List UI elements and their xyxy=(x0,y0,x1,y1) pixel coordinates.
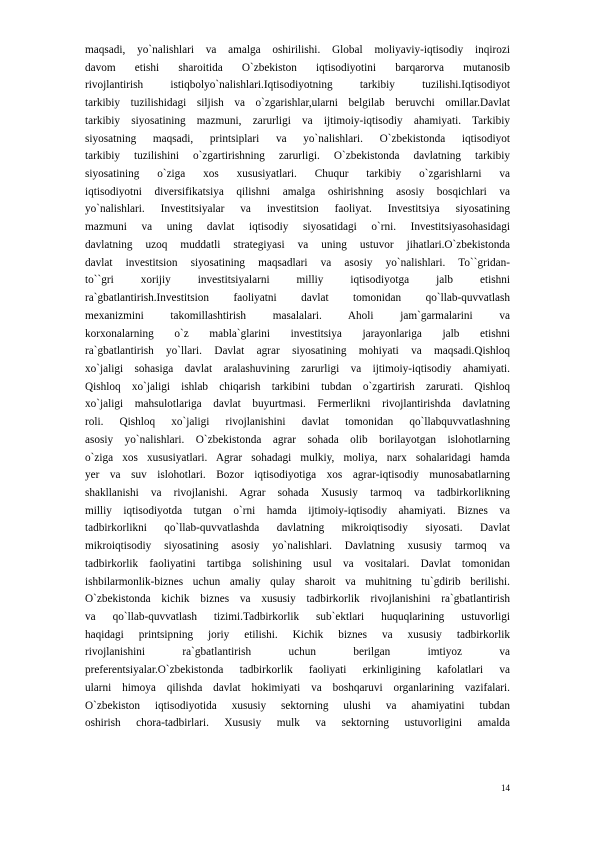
text-line: ularni himoya qilishda davlat hokimiyati va boshqaruvi organlarining vazifalari. xyxy=(85,681,510,694)
text-line: davlatning uzoq muddatli strategiyasi va uning ustuvor jihatlari.O`zbekistonda xyxy=(85,238,510,251)
text-line: tarkibiy tuzilishini o`zgartirishning zarurligi. O`zbekistonda davlatning tarkibiy xyxy=(85,150,510,163)
text-line: ishbilarmonlik-biznes uchun amaliy qulay sharoit va muhitning tu`gdirib berilishi. xyxy=(85,575,510,588)
text-line: rivojlantirish istiqbolyo`nalishlari.Iqtisodiyotning tarkibiy tuzilishi.Iqtisodiyot xyxy=(85,79,510,92)
text-line: yo`nalishlari. Investitsiyalar va investitsion faoliyat. Investitsiya siyosatining xyxy=(85,203,510,216)
text-line: mikroiqtisodiy siyosatining asosiy yo`nalishlari. Davlatning xususiy tarmoq va xyxy=(85,540,510,553)
text-line: siyosatning maqsadi, printsiplari va yo`nalishlari. O`zbekistonda iqtisodiyot xyxy=(85,132,510,145)
text-line: iqtisodiyotni diversifikatsiya qilishni amalga oshirishning asosiy bosqichlari va xyxy=(85,185,510,198)
text-line: preferentsiyalar.O`zbekistonda tadbirkorlik faoliyati erkinligining kafolatlari va xyxy=(85,664,510,677)
text-line: yer va suv islohotlari. Bozor iqtisodiyotiga xos agrar-iqtisodiy munosabatlarning xyxy=(85,469,510,482)
text-line: asosiy yo`nalishlari. O`zbekistonda agrar sohada olib borilayotgan islohotlarning xyxy=(85,433,510,446)
text-line: o`ziga xos xususiyatlari. Agrar sohadagi mulkiy, moliya, narx sohalaridagi hamda xyxy=(85,451,510,464)
text-line: maqsadi, yo`nalishlari va amalga oshirilishi. Global moliyaviy-iqtisodiy inqirozi xyxy=(85,44,510,56)
text-line: xo`jaligi sohasiga davlat aralashuvining zarurligi va ijtimoiy-iqtisodiy ahamiyati. xyxy=(85,362,510,375)
text-line: shakllanishi va rivojlanishi. Agrar sohada Xususiy tarmoq va tadbirkorlikning xyxy=(85,486,510,499)
text-line: milliy iqtisodiyotda tutgan o`rni hamda ijtimoiy-iqtisodiy ahamiyati. Biznes va xyxy=(85,504,510,517)
text-line: roli. Qishloq xo`jaligi rivojlanishini davlat tomonidan qo`llabquvvatlashning xyxy=(85,416,510,429)
text-line: tadbirkorlik faoliyatini tartibga solishining usul va vositalari. Davlat tomonidan xyxy=(85,557,510,570)
text-line: ra`gbatlantirish yo`llari. Davlat agrar siyosatining mohiyati va maqsadi.Qishloq xyxy=(85,345,510,358)
text-line: va qo`llab-quvvatlash tizimi.Tadbirkorlik sub`ektlari huquqlarining ustuvorligi xyxy=(85,611,510,623)
text-line: siyosatining o`ziga xos xususiyatlari. Chuqur tarkibiy o`zgarishlarni va xyxy=(85,168,510,181)
text-line: mazmuni va uning davlat iqtisodiy siyosatidagi o`rni. Investitsiyasohasidagi xyxy=(85,221,510,234)
text-line: O`zbekiston iqtisodiyotida xususiy sektorning ulushi va ahamiyatini tubdan xyxy=(85,699,510,712)
text-line: xo`jaligi mahsulotlariga davlat buyurtmasi. Fermerlikni rivojlantirishda davlatning xyxy=(85,398,510,411)
text-line: to``gri xorijiy investitsiyalarni milliy iqtisodiyotga jalb etishni xyxy=(85,274,510,287)
text-line: O`zbekistonda kichik biznes va xususiy tadbirkorlik rivojlanishini ra`gbatlantirish xyxy=(85,593,510,606)
text-line: korxonalarning o`z mabla`glarini investitsiya jarayonlariga jalb etishni xyxy=(85,327,510,340)
text-line: mexanizmini takomillashtirish masalalari. Aholi jam`garmalarini va xyxy=(85,309,510,322)
text-line: tarkibiy tuzilishidagi siljish va o`zgarishlar,ularni belgilab beruvchi omillar.Davlat xyxy=(85,97,510,110)
text-line: rivojlanishini ra`gbatlantirish uchun berilgan imtiyoz va xyxy=(85,646,510,659)
text-line: tadbirkorlikni qo`llab-quvvatlashda davlatning mikroiqtisodiy siyosati. Davlat xyxy=(85,522,510,535)
text-line: tarkibiy siyosatining mazmuni, zarurligi va ijtimoiy-iqtisodiy ahamiyati. Tarkibiy xyxy=(85,114,510,127)
page-number: 14 xyxy=(501,783,510,793)
text-line: haqidagi printsipning joriy etilishi. Kichik biznes va xususiy tadbirkorlik xyxy=(85,628,510,641)
text-line: davom etishi sharoitida O`zbekiston iqtisodiyotini barqarorva mutanosib xyxy=(85,61,510,74)
text-line: davlat investitsion siyosatining maqsadlari va asosiy yo`nalishlari. To``gridan- xyxy=(85,256,510,269)
document-body xyxy=(85,42,510,733)
text-line: oshirish chora-tadbirlari. Xususiy mulk va sektorning ustuvorligini amalda xyxy=(85,717,510,730)
text-line: ra`gbatlantirish.Investitsion faoliyatni davlat tomonidan qo`llab-quvvatlash xyxy=(85,292,510,305)
text-line: Qishloq xo`jaligi ishlab chiqarish tarkibini tubdan o`zgartirish zarurati. Qishloq xyxy=(85,380,510,393)
